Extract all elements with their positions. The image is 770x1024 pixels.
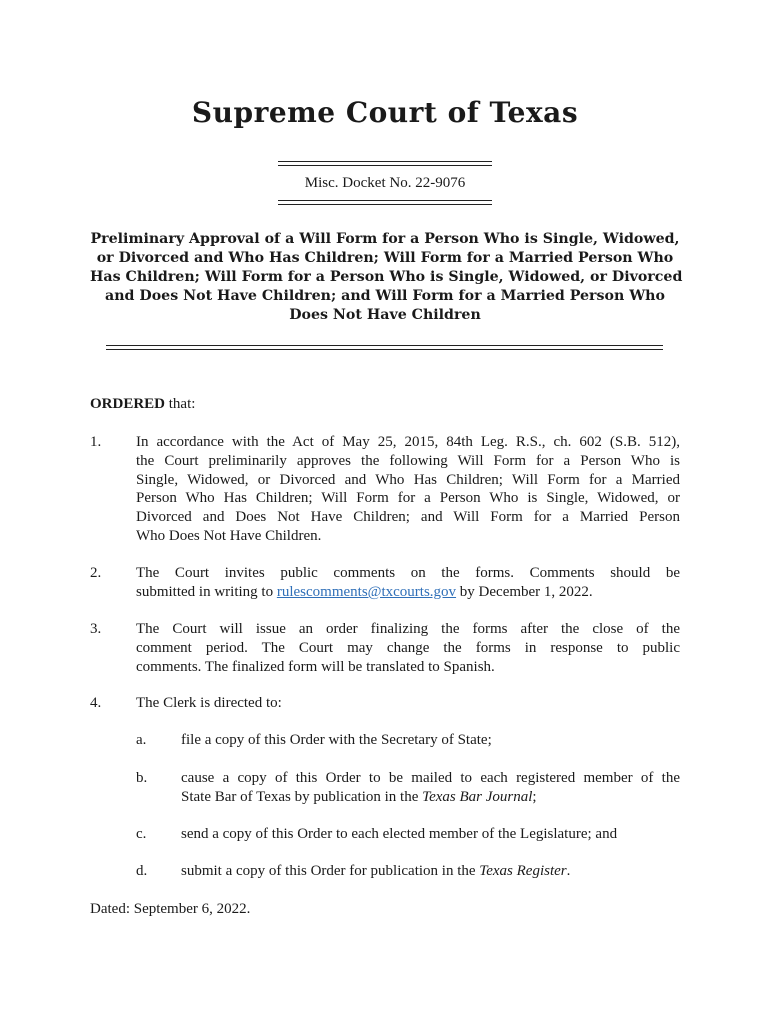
task-letter: c. xyxy=(136,826,147,842)
order-item-4 xyxy=(90,694,680,713)
task-line-end: ; xyxy=(532,788,537,805)
ordered-keyword: ORDERED xyxy=(90,396,166,412)
task-letter: b. xyxy=(136,770,148,786)
clerk-task-b xyxy=(136,769,680,807)
item-number: 2. xyxy=(90,565,102,581)
clerk-task-c xyxy=(136,825,680,844)
item-line: the Court preliminarily approves the following Will Form for a Person Who is xyxy=(136,452,680,469)
item-text xyxy=(136,433,680,546)
item-line xyxy=(136,583,680,602)
task-text xyxy=(181,862,680,881)
item-number: 4. xyxy=(90,695,102,711)
item-line: Person Who Has Children; Will Form for a Person Who is Single, Widowed, or xyxy=(136,490,680,507)
task-line: send a copy of this Order to each elected member of the Legislature; and xyxy=(181,826,618,842)
heading-line: Has Children; Will Form for a Person Who is Single, Widowed, or Divorced xyxy=(90,269,683,285)
item-line: Single, Widowed, or Divorced and Who Has Children; Will Form for a Married xyxy=(136,471,680,488)
item-line-end: by December 1, 2022. xyxy=(456,583,593,600)
publication-title: Texas Bar Journal xyxy=(422,788,533,805)
item-text xyxy=(136,694,680,713)
task-letter: d. xyxy=(136,863,148,879)
item-line: comments. The finalized form will be translated to Spanish. xyxy=(136,658,495,675)
item-number: 3. xyxy=(90,621,102,637)
order-heading xyxy=(90,230,683,325)
publication-title: Texas Register xyxy=(479,863,567,879)
rule-below-docket xyxy=(278,200,492,205)
task-text xyxy=(181,731,680,750)
item-line: The Court invites public comments on the forms. Comments should be xyxy=(136,565,680,581)
item-line: The Clerk is directed to: xyxy=(136,695,282,711)
task-line: file a copy of this Order with the Secretary of State; xyxy=(181,732,492,748)
clerk-task-d xyxy=(136,862,680,881)
item-line: Divorced and Does Not Have Children; and Will Form for a Married Person xyxy=(136,509,680,526)
order-item-2 xyxy=(90,564,680,602)
task-line xyxy=(181,788,680,807)
order-item-1 xyxy=(90,433,680,546)
item-line: The Court will issue an order finalizing the forms after the close of the xyxy=(136,621,680,637)
item-number: 1. xyxy=(90,434,102,450)
task-line-start: State Bar of Texas by publication in the xyxy=(181,788,423,805)
task-text xyxy=(181,825,680,844)
item-line: comment period. The Court may change the forms in response to public xyxy=(136,639,680,656)
rule-below-heading xyxy=(106,345,663,350)
task-text xyxy=(181,769,680,807)
item-text xyxy=(136,620,680,676)
order-item-3 xyxy=(90,620,680,676)
ordered-rest: that: xyxy=(165,396,196,412)
docket-number: Misc. Docket No. 22-9076 xyxy=(304,175,466,191)
task-letter: a. xyxy=(136,732,147,748)
heading-line: or Divorced and Who Has Children; Will Form for a Married Person Who xyxy=(96,250,674,266)
heading-line: and Does Not Have Children; and Will Form for a Married Person Who xyxy=(105,288,665,304)
item-line: Who Does Not Have Children. xyxy=(136,527,322,544)
item-text xyxy=(136,564,680,602)
heading-line: Does Not Have Children xyxy=(289,307,481,323)
dated-line: Dated: September 6, 2022. xyxy=(90,901,251,917)
item-line-start: submitted in writing to xyxy=(136,583,277,600)
task-line xyxy=(181,862,680,881)
heading-line: Preliminary Approval of a Will Form for a Person Who is Single, Widowed, xyxy=(90,231,680,247)
task-line: cause a copy of this Order to be mailed to each registered member of the xyxy=(181,770,680,786)
item-line: In accordance with the Act of May 25, 2015, 84th Leg. R.S., ch. 602 (S.B. 512), xyxy=(136,434,680,450)
court-title: Supreme Court of Texas xyxy=(191,96,579,129)
task-line-end: . xyxy=(566,863,571,879)
task-line-start: submit a copy of this Order for publication in the xyxy=(181,863,480,879)
rule-above-docket xyxy=(278,161,492,166)
ordered-intro xyxy=(90,396,195,413)
comments-email-link[interactable]: rulescomments@txcourts.gov xyxy=(276,583,457,600)
clerk-task-a xyxy=(136,731,680,750)
